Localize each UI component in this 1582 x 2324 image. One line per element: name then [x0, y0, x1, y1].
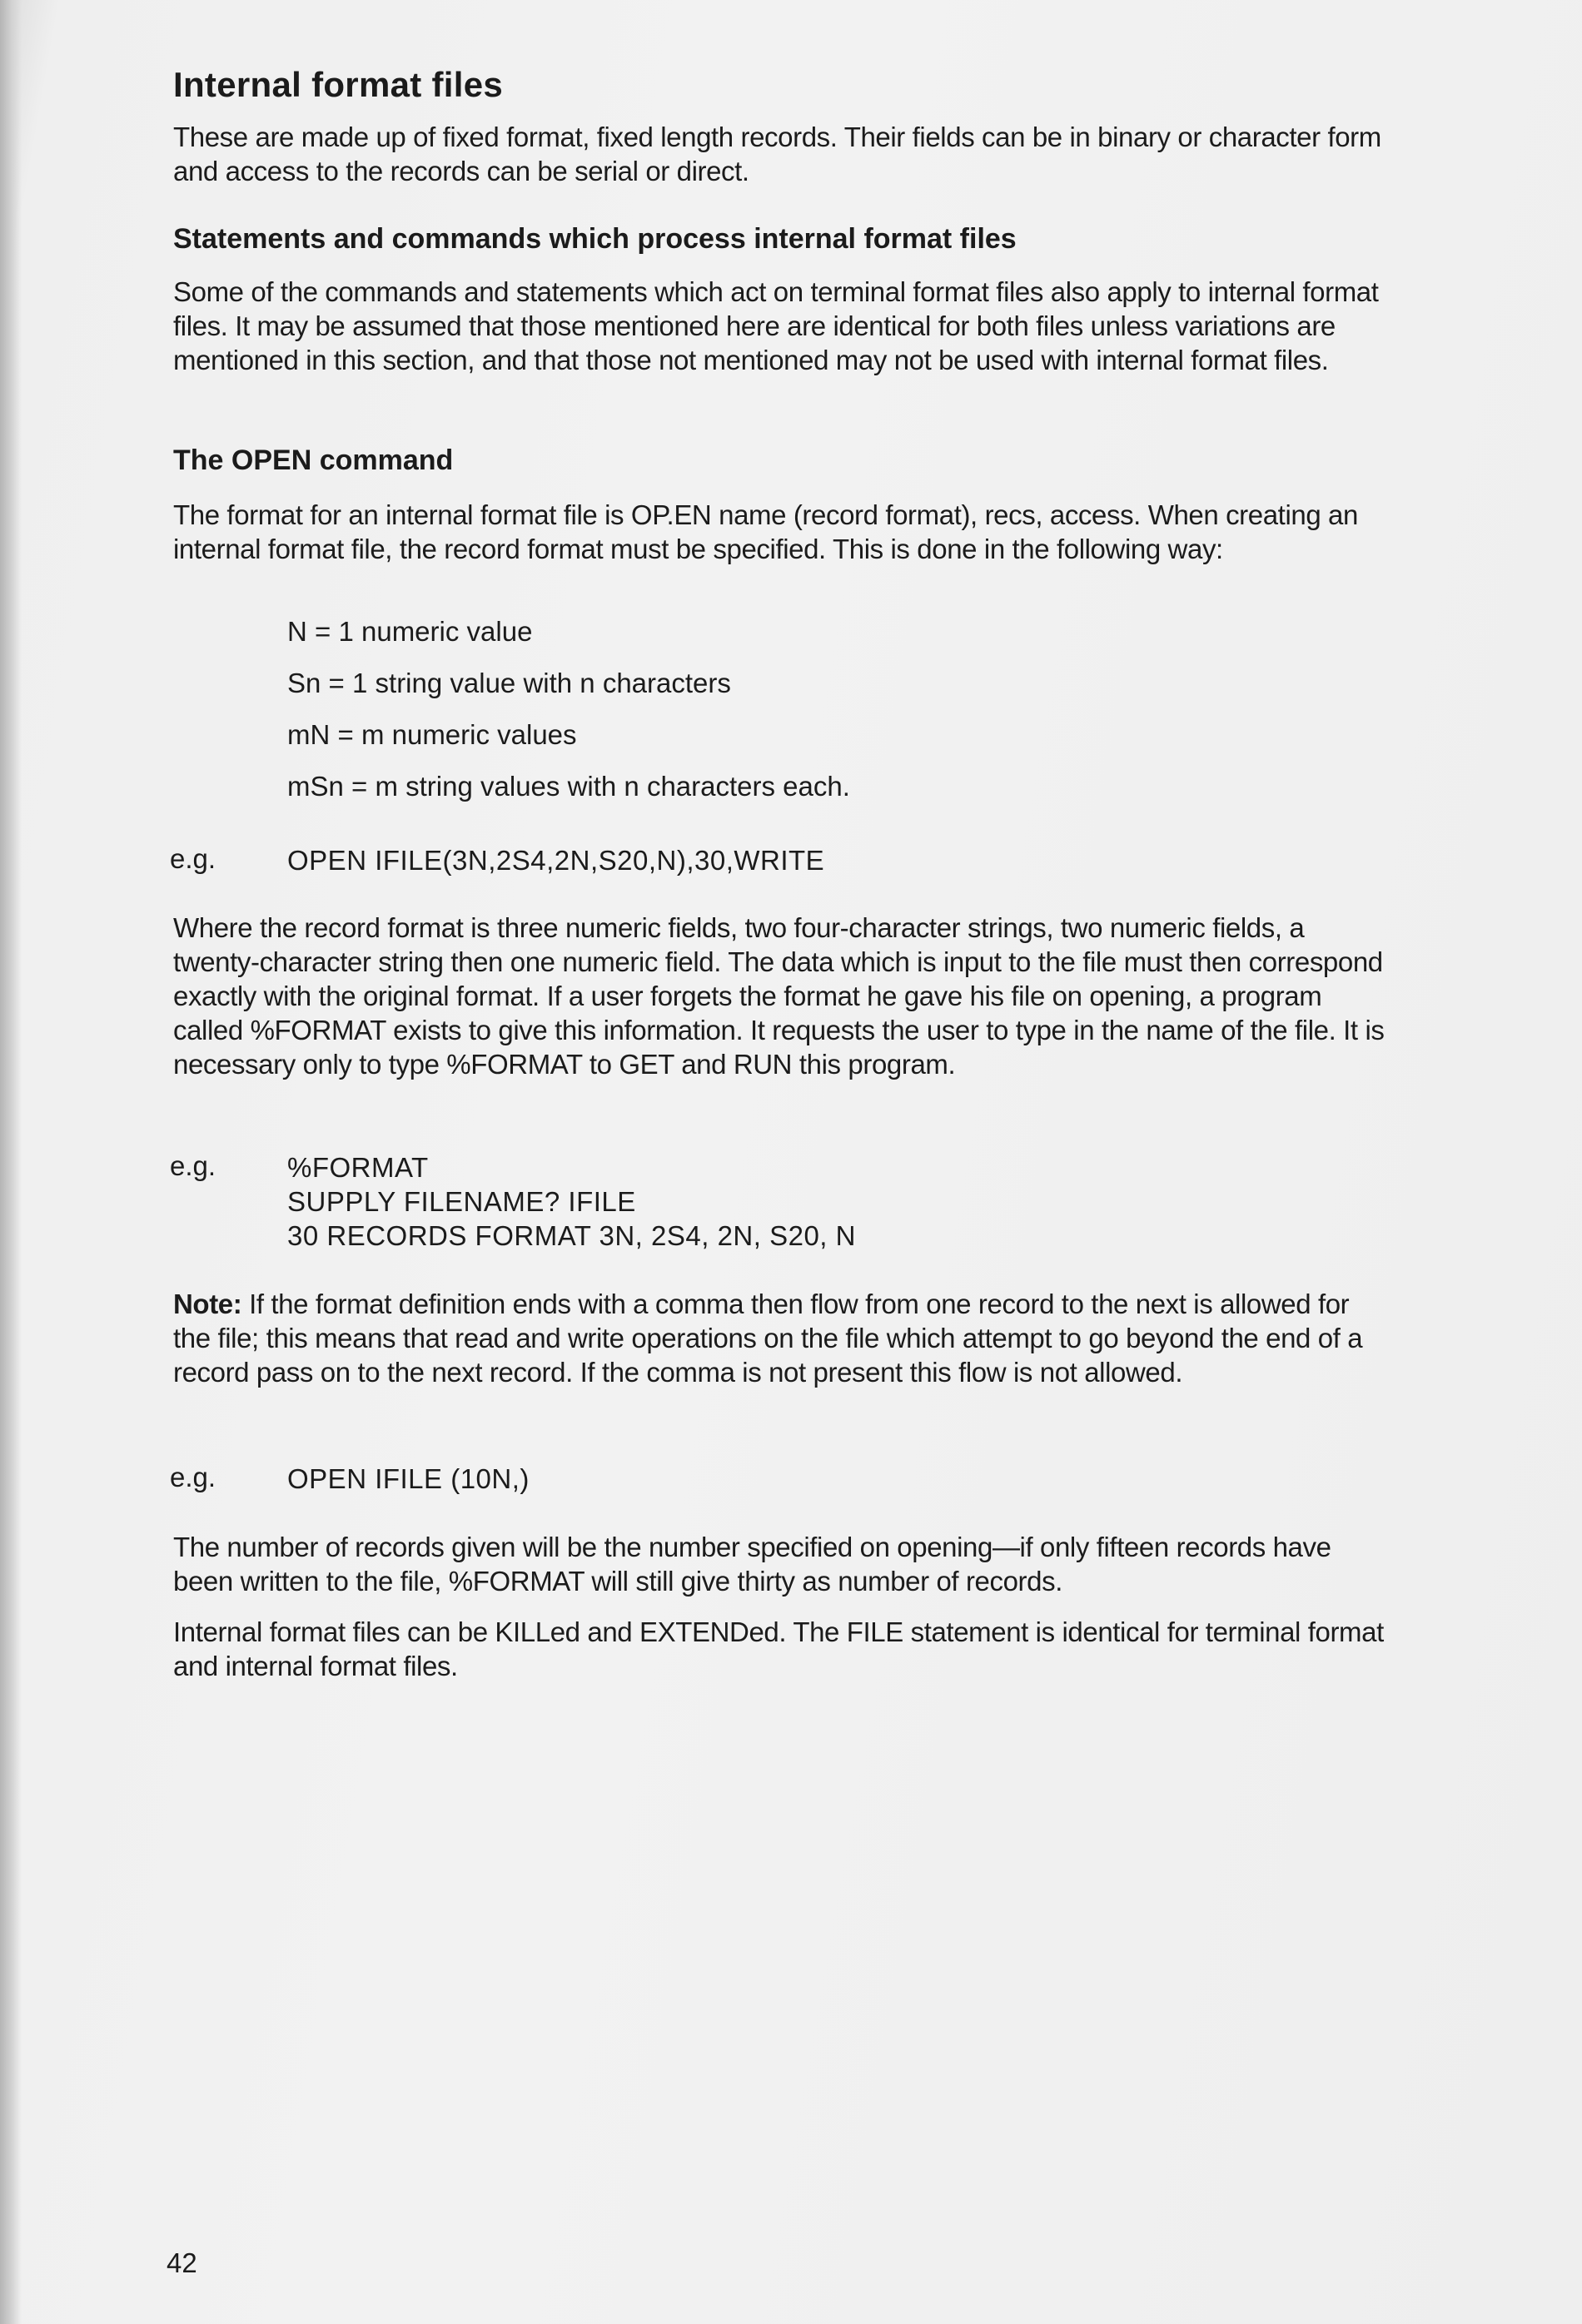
example-label: e.g.	[170, 1150, 216, 1181]
format-op: =	[337, 719, 354, 750]
format-lhs: N	[287, 616, 307, 647]
format-lhs: mSn	[287, 771, 344, 802]
example-open-write: OPEN IFILE(3N,2S4,2N,S20,N),30,WRITE	[287, 845, 825, 876]
format-op: =	[351, 771, 368, 802]
page-number: 42	[167, 2247, 197, 2278]
format-lhs: mN	[287, 719, 331, 750]
statements-heading: Statements and commands which process internal format files	[173, 223, 1017, 255]
format-rhs: m numeric values	[361, 719, 577, 750]
format-rhs: m string values with n characters each.	[375, 771, 850, 802]
statements-paragraph: Some of the commands and statements which act on terminal format files also apply to internal format files. It may be assumed that those mentioned here are identical for both files unless variations are mentioned in this section, and that those not mentioned may not be used with internal format files.	[173, 276, 1379, 375]
records-count-paragraph: The number of records given will be the number specified on opening—if only fifteen records have been written to the file, %FORMAT will still give thirty as number of records.	[173, 1532, 1331, 1597]
format-numeric-value	[287, 616, 532, 648]
note-paragraph	[173, 1287, 1389, 1389]
format-multi-numeric	[287, 719, 577, 751]
example-label: e.g.	[170, 1462, 216, 1492]
code-line: 30 RECORDS FORMAT 3N, 2S4, 2N, S20, N	[287, 1220, 856, 1251]
format-multi-string	[287, 771, 850, 802]
record-format-explanation: Where the record format is three numeric fields, two four-character strings, two numeric fields, a twenty-character string then one numeric field. The data which is input to the file must then correspond exactly with the original format. If a user forgets the format he gave his file on opening, a program called %FORMAT exists to give this information. It requests the user to type in the name of the file. It is necessary only to type %FORMAT to GET and RUN this program.	[173, 912, 1385, 1080]
format-rhs: 1 string value with n characters	[352, 668, 731, 698]
kill-extend-paragraph: Internal format files can be KILLed and EXTENDed. The FILE statement is identical for terminal format and internal format files.	[173, 1616, 1384, 1681]
example-label: e.g.	[170, 843, 216, 874]
format-string-value	[287, 668, 731, 699]
example-open-flow: OPEN IFILE (10N,)	[287, 1463, 530, 1494]
format-rhs: 1 numeric value	[338, 616, 533, 647]
open-command-heading: The OPEN command	[173, 444, 454, 476]
code-line: %FORMAT	[287, 1152, 429, 1183]
format-lhs: Sn	[287, 668, 321, 698]
format-op: =	[315, 616, 331, 647]
note-text: If the format definition ends with a comma then flow from one record to the next is allowed for the file; this means that read and write operations on the file which attempt to go beyond the end of a record pass on to the next record. If the comma is not present this flow is not allowed.	[173, 1289, 1363, 1388]
example-format-program	[287, 1150, 856, 1253]
intro-paragraph: These are made up of fixed format, fixed length records. Their fields can be in binary or character form and access to the records can be serial or direct.	[173, 122, 1381, 186]
code-line: SUPPLY FILENAME? IFILE	[287, 1186, 636, 1217]
page-title: Internal format files	[173, 65, 504, 104]
open-format-paragraph: The format for an internal format file is OP.EN name (record format), recs, access. When creating an internal format file, the record format must be specified. This is done in the following way:	[173, 499, 1358, 564]
note-label: Note:	[173, 1289, 242, 1319]
format-op: =	[328, 668, 345, 698]
